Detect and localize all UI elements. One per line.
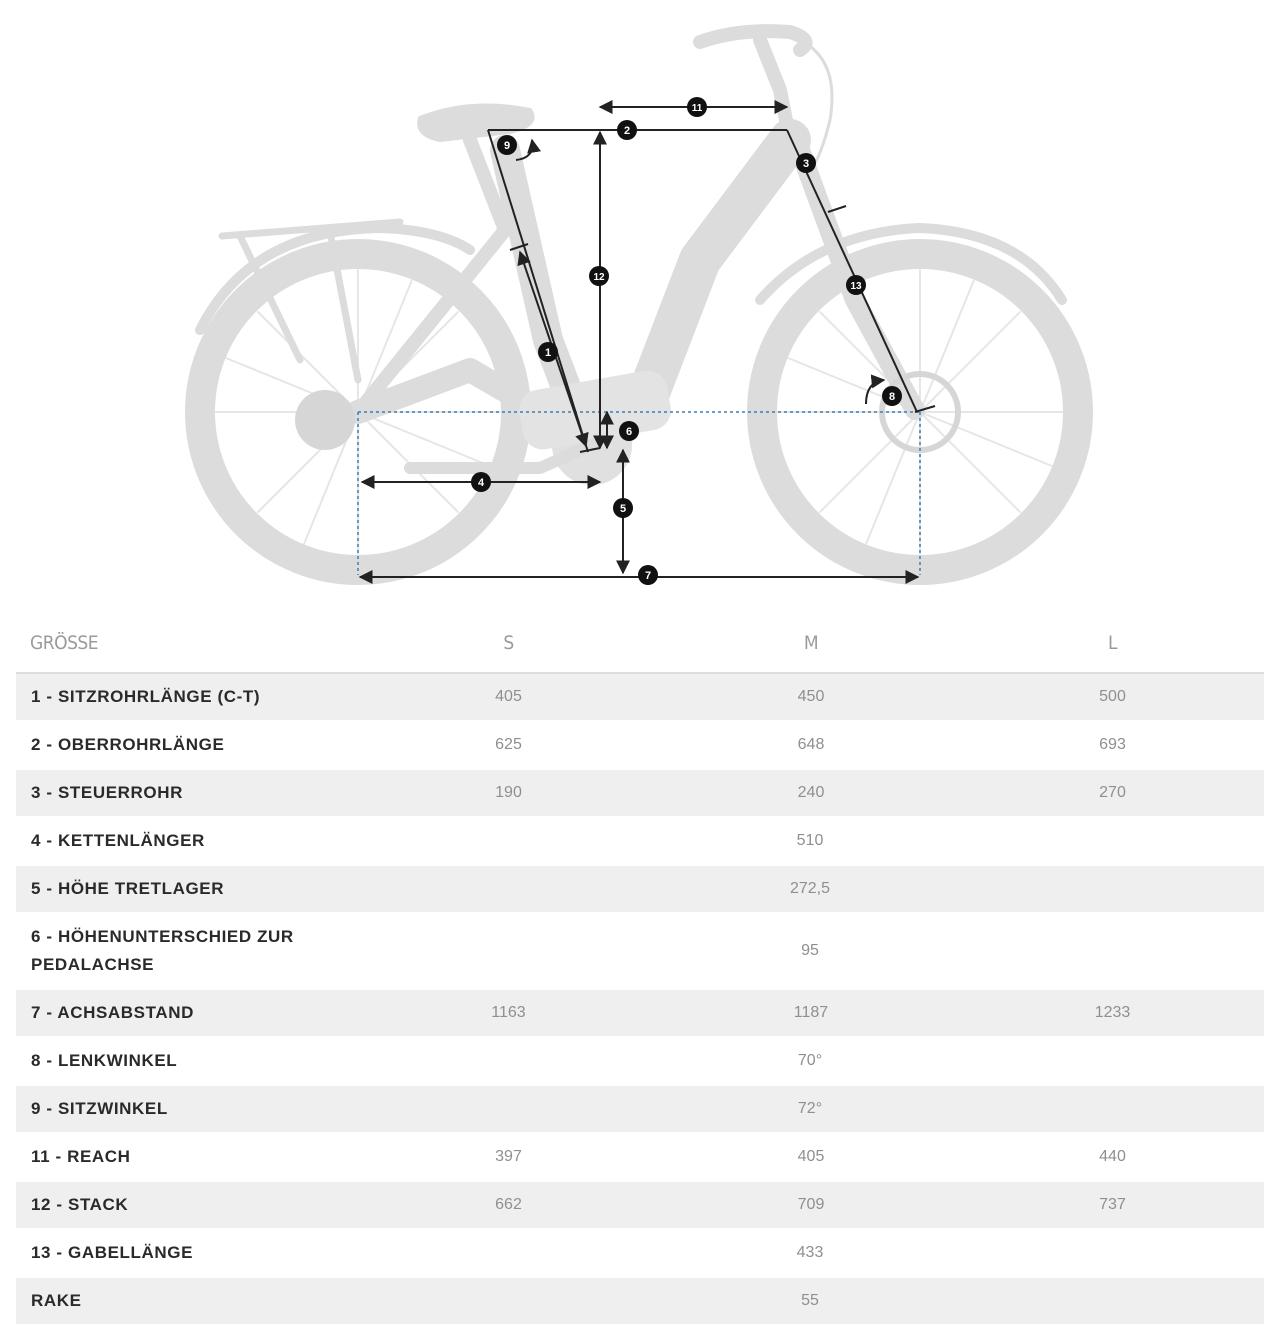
svg-text:9: 9 bbox=[503, 140, 511, 152]
value-all-sizes: 55 bbox=[356, 1277, 1264, 1325]
value-size-m: 240 bbox=[661, 769, 961, 817]
row-label: 12 - STACK bbox=[16, 1181, 356, 1229]
row-label: 13 - GABELLÄNGE bbox=[16, 1229, 356, 1277]
value-all-sizes: 72° bbox=[356, 1085, 1264, 1133]
value-all-sizes: 272,5 bbox=[356, 865, 1264, 913]
value-size-l: 500 bbox=[961, 673, 1264, 721]
svg-text:2: 2 bbox=[623, 125, 631, 137]
row-label: 5 - HÖHE TRETLAGER bbox=[16, 865, 356, 913]
value-size-l: 270 bbox=[961, 769, 1264, 817]
value-all-sizes: 95 bbox=[356, 913, 1264, 989]
marker-7 bbox=[638, 565, 658, 585]
table-row bbox=[16, 1277, 1264, 1325]
row-label: 3 - STEUERROHR bbox=[16, 769, 356, 817]
marker-12 bbox=[589, 266, 609, 286]
value-size-m: 648 bbox=[661, 721, 961, 769]
svg-text:7: 7 bbox=[644, 570, 652, 582]
saddle bbox=[419, 106, 532, 141]
row-label: 2 - OBERROHRLÄNGE bbox=[16, 721, 356, 769]
svg-text:11: 11 bbox=[691, 103, 703, 114]
value-size-l: 1233 bbox=[961, 989, 1264, 1037]
value-size-l: 693 bbox=[961, 721, 1264, 769]
value-size-s: 405 bbox=[356, 673, 661, 721]
geometry-table-body bbox=[16, 673, 1264, 1325]
row-label: 1 - SITZROHRLÄNGE (C-T) bbox=[16, 673, 356, 721]
value-size-m: 709 bbox=[661, 1181, 961, 1229]
table-row bbox=[16, 673, 1264, 721]
table-row bbox=[16, 1229, 1264, 1277]
marker-6 bbox=[619, 421, 639, 441]
marker-8 bbox=[882, 386, 902, 406]
marker-2 bbox=[617, 120, 637, 140]
table-row bbox=[16, 989, 1264, 1037]
row-label: 8 - LENKWINKEL bbox=[16, 1037, 356, 1085]
marker-3 bbox=[796, 153, 816, 173]
table-row bbox=[16, 1181, 1264, 1229]
table-row bbox=[16, 817, 1264, 865]
svg-text:8: 8 bbox=[888, 391, 896, 403]
value-size-m: 1187 bbox=[661, 989, 961, 1037]
svg-text:4: 4 bbox=[477, 477, 485, 489]
row-label: 7 - ACHSABSTAND bbox=[16, 989, 356, 1037]
row-label: RAKE bbox=[16, 1277, 356, 1325]
marker-4 bbox=[471, 472, 491, 492]
value-size-m: 405 bbox=[661, 1133, 961, 1181]
value-all-sizes: 70° bbox=[356, 1037, 1264, 1085]
table-row bbox=[16, 1037, 1264, 1085]
marker-9 bbox=[497, 135, 517, 155]
table-row bbox=[16, 1133, 1264, 1181]
size-m-header: M bbox=[661, 614, 961, 673]
marker-1 bbox=[538, 342, 558, 362]
row-label: 4 - KETTENLÄNGER bbox=[16, 817, 356, 865]
table-row bbox=[16, 913, 1264, 989]
value-size-s: 625 bbox=[356, 721, 661, 769]
svg-text:12: 12 bbox=[593, 272, 605, 283]
table-row bbox=[16, 721, 1264, 769]
value-size-m: 450 bbox=[661, 673, 961, 721]
row-label: 6 - HÖHENUNTERSCHIED ZUR PEDALACHSE bbox=[16, 913, 356, 989]
size-l-header: L bbox=[961, 614, 1264, 673]
battery bbox=[516, 367, 674, 452]
value-size-l: 737 bbox=[961, 1181, 1264, 1229]
marker-5 bbox=[613, 498, 633, 518]
bike-geometry-diagram bbox=[0, 0, 1280, 610]
size-header-label: GRÖSSE bbox=[16, 614, 356, 673]
bike-silhouette bbox=[200, 31, 1078, 570]
value-all-sizes: 433 bbox=[356, 1229, 1264, 1277]
handlebar bbox=[700, 31, 806, 50]
table-row bbox=[16, 769, 1264, 817]
svg-text:1: 1 bbox=[544, 347, 552, 359]
svg-text:3: 3 bbox=[802, 158, 810, 170]
size-s-header: S bbox=[356, 614, 661, 673]
value-size-s: 1163 bbox=[356, 989, 661, 1037]
table-row bbox=[16, 1085, 1264, 1133]
row-label: 9 - SITZWINKEL bbox=[16, 1085, 356, 1133]
row-label: 11 - REACH bbox=[16, 1133, 356, 1181]
marker-13 bbox=[846, 275, 866, 295]
geometry-table bbox=[16, 614, 1264, 1326]
svg-text:13: 13 bbox=[850, 281, 862, 292]
table-header-row bbox=[16, 614, 1264, 673]
marker-11 bbox=[687, 97, 707, 117]
table-row bbox=[16, 865, 1264, 913]
value-size-s: 190 bbox=[356, 769, 661, 817]
value-size-s: 662 bbox=[356, 1181, 661, 1229]
svg-text:6: 6 bbox=[625, 426, 633, 438]
value-size-s: 397 bbox=[356, 1133, 661, 1181]
value-all-sizes: 510 bbox=[356, 817, 1264, 865]
cassette bbox=[295, 390, 355, 450]
stem bbox=[760, 40, 790, 140]
value-size-l: 440 bbox=[961, 1133, 1264, 1181]
svg-text:5: 5 bbox=[619, 503, 627, 515]
